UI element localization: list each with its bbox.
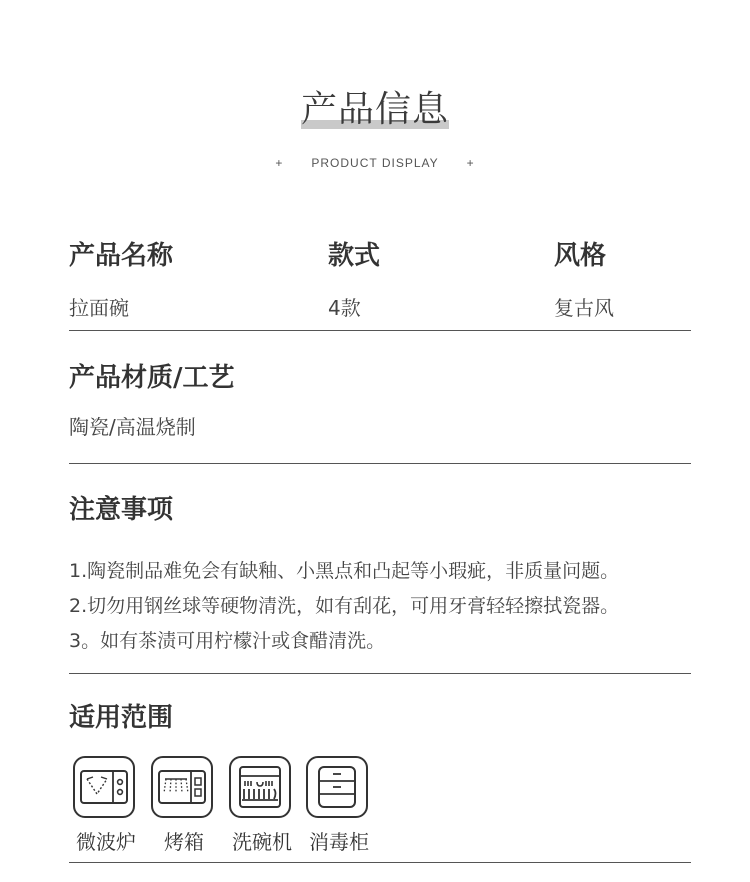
divider <box>69 862 691 863</box>
note-line-1: 1.陶瓷制品难免会有缺釉、小黑点和凸起等小瑕疵，非质量问题。 <box>69 560 620 582</box>
page-header <box>0 86 750 136</box>
note-line-2: 2.切勿用钢丝球等硬物清洗，如有刮花，可用牙膏轻轻擦拭瓷器。 <box>69 595 620 617</box>
material-value: 陶瓷/高温烧制 <box>69 415 196 439</box>
usage-label: 适用范围 <box>69 703 174 733</box>
usage-item-dishwasher <box>229 756 295 854</box>
divider <box>69 330 691 331</box>
usage-item-label: 洗碗机 <box>232 830 292 854</box>
page-subtitle: PRODUCT DISPLAY <box>311 156 439 170</box>
subtitle-row <box>0 156 750 170</box>
usage-item-microwave <box>73 756 139 854</box>
usage-item-oven <box>151 756 217 854</box>
sterilizer-cabinet-icon <box>306 756 368 818</box>
plus-decoration-right: + <box>466 156 475 170</box>
plus-decoration-left: + <box>275 156 284 170</box>
product-name-value: 拉面碗 <box>69 296 129 320</box>
style-value: 复古风 <box>554 296 614 320</box>
divider <box>69 673 691 674</box>
page-title: 产品信息 <box>300 89 449 130</box>
divider <box>69 463 691 464</box>
notes-label: 注意事项 <box>69 495 174 525</box>
usage-item-label: 烤箱 <box>164 830 204 854</box>
note-line-3: 3。如有茶渍可用柠檬汁或食醋清洗。 <box>69 630 386 652</box>
usage-item-label: 消毒柜 <box>309 830 369 854</box>
style-count-value: 4款 <box>328 296 361 320</box>
dishwasher-icon <box>229 756 291 818</box>
product-name-label: 产品名称 <box>69 241 174 271</box>
oven-icon <box>151 756 213 818</box>
microwave-icon <box>73 756 135 818</box>
style-label: 风格 <box>554 241 607 271</box>
usage-item-sterilizer <box>306 756 372 854</box>
material-label: 产品材质/工艺 <box>69 363 235 393</box>
style-count-label: 款式 <box>328 241 381 271</box>
usage-item-label: 微波炉 <box>76 830 136 854</box>
